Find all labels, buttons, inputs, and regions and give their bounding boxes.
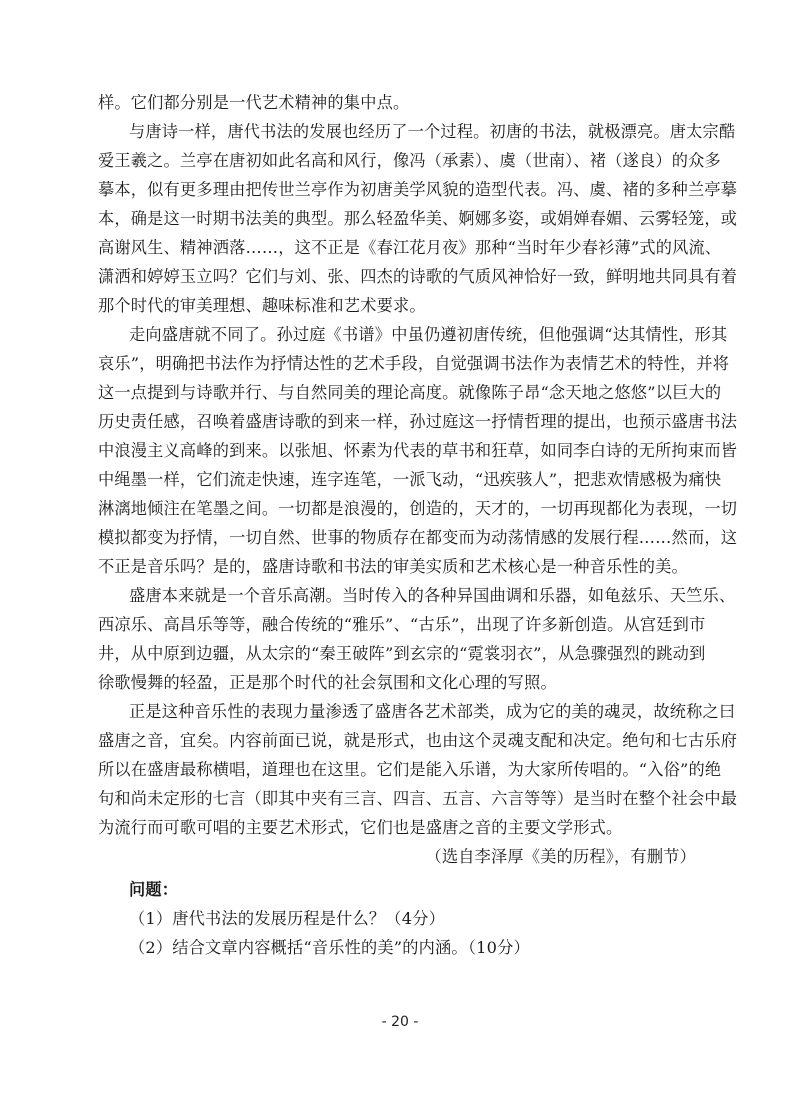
text-line: 句和尚未定形的七言（即其中夹有三言、四言、五言、六言等等）是当时在整个社会中最 xyxy=(98,789,738,808)
text-line: 样。它们都分别是一代艺术精神的集中点。 xyxy=(98,93,410,112)
text-line: 这一点提到与诗歌并行、与自然同美的理论高度。就像陈子昂“念天地之悠悠”以巨大的 xyxy=(98,383,722,402)
question-2: （2）结合文章内容概括“音乐性的美”的内涵。（10分） xyxy=(129,938,530,957)
paragraph-start: 盛唐本来就是一个音乐高潮。当时传入的各种异国曲调和乐器，如龟兹乐、天竺乐、 xyxy=(129,586,736,605)
source-citation: （选自李泽厚《美的历程》，有删节） xyxy=(425,847,696,866)
text-line: 那个时代的审美理想、趣味标准和艺术要求。 xyxy=(98,296,426,315)
text-line: 摹本，似有更多理由把传世兰亭作为初唐美学风貌的造型代表。冯、虞、褚的多种兰亭摹 xyxy=(98,180,738,199)
text-line: 模拟都变为抒情，一切自然、世事的物质存在都变而为动荡情感的发展行程……然而，这 xyxy=(98,528,738,547)
text-line: 高谢风生、精神洒落……，这不正是《春江花月夜》那种“当时年少春衫薄”式的风流、 xyxy=(98,238,722,257)
text-line: 井，从中原到边疆，从太宗的“秦王破阵”到玄宗的“霓裳羽衣”，从急骤强烈的跳动到 xyxy=(98,644,706,663)
question-1: （1）唐代书法的发展历程是什么？（4分） xyxy=(129,909,445,928)
text-line: 中浪漫主义高峰的到来。以张旭、怀素为代表的草书和狂草，如同李白诗的无所拘束而皆 xyxy=(98,441,738,460)
text-line: 潇洒和婷婷玉立吗？它们与刘、张、四杰的诗歌的气质风神恰好一致，鲜明地共同具有着 xyxy=(98,267,738,286)
page-number: - 20 - xyxy=(381,1014,419,1030)
paragraph-start: 走向盛唐就不同了。孙过庭《书谱》中虽仍遵初唐传统，但他强调“达其情性，形其 xyxy=(129,325,728,344)
text-line: 中绳墨一样，它们流走快速，连字连笔，一派飞动，“迅疾骇人”，把悲欢情感极为痛快 xyxy=(98,470,722,489)
paragraph-start: 与唐诗一样，唐代书法的发展也经历了一个过程。初唐的书法，就极漂亮。唐太宗酷 xyxy=(129,122,736,141)
paragraph-start: 正是这种音乐性的表现力量渗透了盛唐各艺术部类，成为它的美的魂灵，故统称之曰 xyxy=(129,702,736,721)
text-line: 爱王羲之。兰亭在唐初如此名高和风行，像冯（承素）、虞（世南）、褚（遂良）的众多 xyxy=(98,151,721,170)
text-line: 本，确是这一时期书法美的典型。那么轻盈华美、婀娜多姿，或娟婵春媚、云雾轻笼，或 xyxy=(98,209,738,228)
text-line: 盛唐之音，宜矣。内容前面已说，就是形式，也由这个灵魂支配和决定。绝句和七古乐府 xyxy=(98,731,738,750)
text-line: 淋漓地倾注在笔墨之间。一切都是浪漫的，创造的，天才的，一切再现都化为表现，一切 xyxy=(98,499,738,518)
text-line: 所以在盛唐最称横唱，道理也在这里。它们是能入乐谱，为大家所传唱的。“入俗”的绝 xyxy=(98,760,722,779)
text-line: 为流行而可歌可唱的主要艺术形式，它们也是盛唐之音的主要文学形式。 xyxy=(98,818,623,837)
article-body xyxy=(98,88,738,962)
text-line: 徐歌慢舞的轻盈，正是那个时代的社会氛围和文化心理的写照。 xyxy=(98,673,557,692)
text-line: 历史责任感，召唤着盛唐诗歌的到来一样，孙过庭这一抒情哲理的提出，也预示盛唐书法 xyxy=(98,412,738,431)
text-line: 西凉乐、高昌乐等等，融合传统的“雅乐”、“古乐”，出现了许多新创造。从宫廷到市 xyxy=(98,615,706,634)
text-line: 哀乐”，明确把书法作为抒情达性的艺术手段，自觉强调书法作为表情艺术的特性，并将 xyxy=(98,354,730,373)
questions-heading: 问题： xyxy=(129,880,179,899)
text-line: 不正是音乐吗？是的，盛唐诗歌和书法的审美实质和艺术核心是一种音乐性的美。 xyxy=(98,557,688,576)
